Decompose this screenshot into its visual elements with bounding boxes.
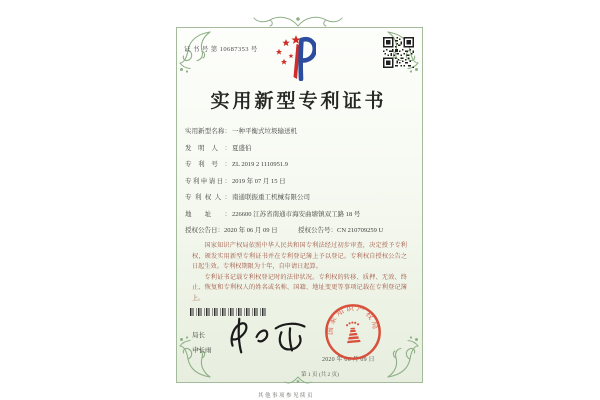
grant-number-block — [298, 225, 383, 234]
field-label: 发明人： — [185, 144, 231, 152]
grant-row — [185, 225, 415, 234]
director-title: 局长 — [192, 332, 205, 339]
signature-icon — [220, 314, 318, 360]
national-emblem-icon — [345, 321, 360, 343]
qr-code-icon — [383, 37, 414, 68]
field-row-name — [185, 126, 360, 143]
field-value: 一种平衡式垃圾输送机 — [232, 128, 297, 135]
frame-top-ornament-icon — [251, 13, 345, 29]
field-label: 实用新型名称： — [185, 128, 231, 135]
patent-office-logo-icon — [272, 35, 316, 81]
field-row-patent-no — [185, 159, 360, 176]
legal-paragraph-1: 国家知识产权局依照中华人民共和国专利法经过初步审查，决定授予专利权，颁发实用新型专利证书并在专利登记簿上予以登记。专利权自授权公告之日起生效。专利权期限为十年，自申请日起算。 — [192, 242, 407, 271]
grant-no: CN 210709259 U — [337, 227, 384, 234]
field-row-address — [185, 209, 360, 226]
director-name: 申长雨 — [192, 347, 212, 354]
certificate-title: 实用新型专利证书 — [210, 91, 387, 112]
field-label: 专利申请日： — [185, 177, 231, 185]
certificate-number: 证 书 号 第 10687353 号 — [184, 46, 258, 53]
page-footer: 第 1 页 (共 2 页) — [300, 372, 340, 378]
grant-date-label: 授权公告日： — [185, 227, 224, 234]
field-value: ZL 2019 2 1110951.9 — [232, 161, 288, 169]
field-label: 专利权人： — [185, 194, 231, 202]
frame-ornament-icon — [386, 336, 420, 380]
seal-date: 2020 年 06 月 09 日 — [322, 357, 375, 363]
field-row-inventor — [185, 143, 360, 160]
field-value: 南通联振重工机械有限公司 — [232, 194, 310, 202]
field-value: 2019 年 07 月 15 日 — [232, 177, 286, 185]
legal-paragraph-2: 专利证书记载专利权登记时的法律状况。专利权的转移、质押、无效、终止、恢复和专利权人的姓名或名称、国籍、地址变更等事项记载在专利登记簿上。 — [192, 273, 407, 302]
patent-fields — [185, 126, 360, 226]
field-row-patentee — [185, 192, 360, 209]
field-label: 专利号： — [185, 161, 231, 169]
field-value: 226600 江苏省南通市海安曲塘镇双工路 18 号 — [232, 210, 361, 218]
bottom-note: 其他事项参见续页 — [257, 393, 314, 399]
grant-no-label: 授权公告号： — [298, 227, 337, 234]
legal-text — [192, 241, 407, 305]
field-value: 夏盛伯 — [232, 144, 252, 152]
official-seal-icon — [319, 298, 386, 365]
director-block — [192, 328, 212, 358]
field-row-filing-date — [185, 176, 360, 193]
seal-text: 国家知识产权局 — [325, 303, 381, 336]
grant-date: 2020 年 06 月 09 日 — [224, 227, 278, 234]
field-label: 地址： — [185, 210, 231, 218]
